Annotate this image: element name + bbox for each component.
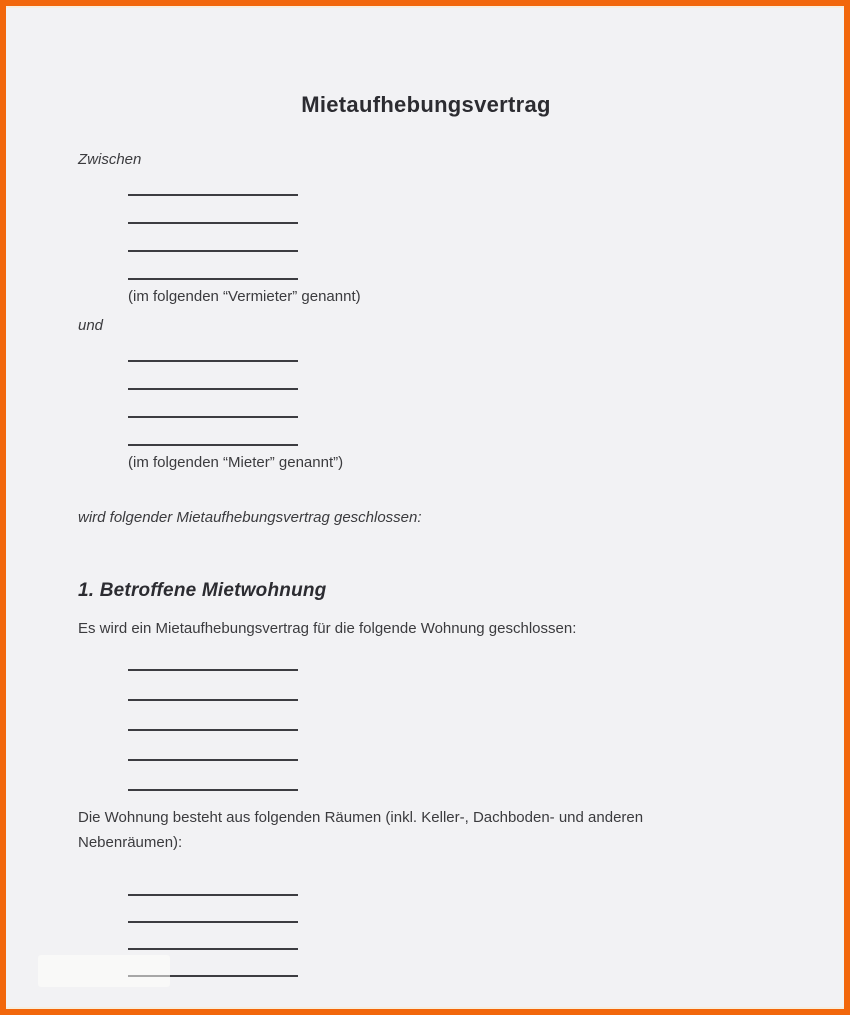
blank-line bbox=[128, 334, 298, 362]
blank-line bbox=[128, 923, 298, 950]
blank-line bbox=[128, 224, 298, 252]
blank-line bbox=[128, 869, 298, 896]
blank-line bbox=[128, 761, 298, 791]
landlord-note: (im folgenden “Vermieter” genannt) bbox=[128, 288, 361, 305]
faint-watermark bbox=[38, 955, 170, 987]
tenant-note: (im folgenden “Mieter” genannt”) bbox=[128, 454, 344, 471]
blank-line bbox=[128, 671, 298, 701]
and-label: und bbox=[78, 317, 104, 334]
tenant-blank-lines bbox=[128, 334, 774, 446]
contract-content bbox=[6, 6, 844, 977]
agreement-intro-line: wird folgender Mietaufhebungsvertrag geschlossen: bbox=[78, 509, 422, 526]
rooms-blank-lines bbox=[128, 869, 774, 977]
rooms-paragraph: Die Wohnung besteht aus folgenden Räumen (inkl. Keller-, Dachboden- und anderen Nebenräumen): bbox=[78, 809, 644, 851]
apartment-blank-lines bbox=[128, 641, 774, 791]
blank-line bbox=[128, 731, 298, 761]
section-1-intro-paragraph: Es wird ein Mietaufhebungsvertrag für die folgende Wohnung geschlossen: bbox=[78, 620, 577, 637]
blank-line bbox=[128, 390, 298, 418]
blank-line bbox=[128, 418, 298, 446]
blank-line bbox=[128, 641, 298, 671]
document-title: Mietaufhebungsvertrag bbox=[301, 92, 551, 117]
blank-line bbox=[128, 168, 298, 196]
blank-line bbox=[128, 896, 298, 923]
blank-line bbox=[128, 252, 298, 280]
section-1-heading: 1. Betroffene Mietwohnung bbox=[78, 580, 327, 601]
landlord-blank-lines bbox=[128, 168, 774, 280]
blank-line bbox=[128, 362, 298, 390]
blank-line bbox=[128, 196, 298, 224]
between-label: Zwischen bbox=[78, 151, 142, 168]
blank-line bbox=[128, 701, 298, 731]
